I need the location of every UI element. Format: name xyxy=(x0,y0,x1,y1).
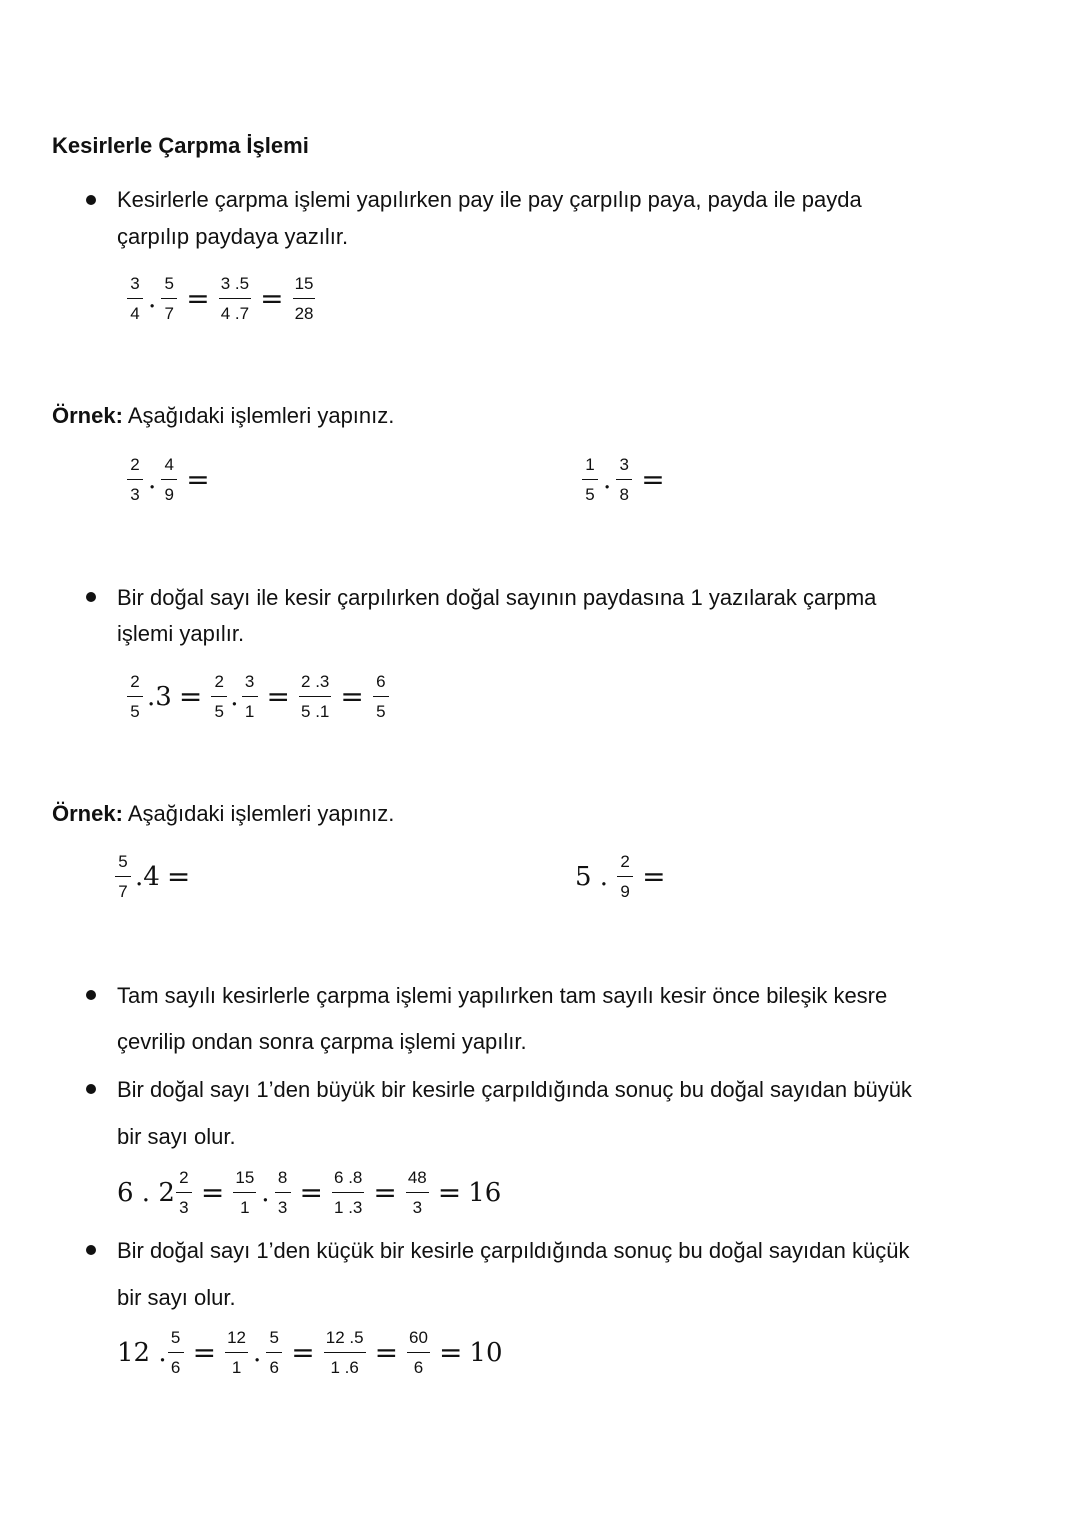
fraction: $\frac{3 .5}{4 .7}$ xyxy=(220,274,250,323)
fraction: $\frac{4}{9}$ xyxy=(161,455,177,504)
equation-fraction-product xyxy=(124,274,318,323)
fraction: $\frac{3}{8}$ xyxy=(616,455,632,504)
bullet-icon xyxy=(86,1084,96,1094)
natural-number: 12 . xyxy=(117,1337,167,1368)
example-exercise xyxy=(124,455,216,504)
fraction: $\frac{15}{28}$ xyxy=(294,274,314,323)
fraction: $\frac{6 .8}{1 .3}$ xyxy=(334,1168,363,1217)
equals-sign: = xyxy=(192,1336,217,1369)
equation-greater-result xyxy=(116,1168,502,1217)
equals-sign: = xyxy=(437,1176,462,1209)
natural-number: .3 xyxy=(147,681,172,712)
fraction: $\frac{2}{5}$ xyxy=(127,672,143,721)
fraction: $\frac{2}{3}$ xyxy=(176,1168,192,1217)
fraction: $\frac{60}{6}$ xyxy=(409,1328,428,1377)
equals-sign: = xyxy=(374,1336,399,1369)
rule-text: Kesirlerle çarpma işlemi yapılırken pay ile pay çarpılıp paya, payda ile payda xyxy=(117,187,862,212)
equals-sign: = xyxy=(166,860,191,893)
fraction: $\frac{12}{1}$ xyxy=(227,1328,247,1377)
fraction: $\frac{5}{6}$ xyxy=(266,1328,282,1377)
rule-text: işlemi yapılır. xyxy=(117,621,245,646)
equals-sign: = xyxy=(641,463,665,496)
multiply-dot: . xyxy=(148,464,157,495)
fraction: $\frac{15}{1}$ xyxy=(235,1168,255,1217)
bullet-icon xyxy=(86,592,96,602)
equals-sign: = xyxy=(642,860,666,893)
rule-text: çarpılıp paydaya yazılır. xyxy=(117,224,349,249)
rule-text: çevrilip ondan sonra çarpma işlemi yapılır. xyxy=(117,1029,527,1054)
rule-text: bir sayı olur. xyxy=(117,1124,236,1149)
natural-number: 6 . 2 xyxy=(117,1177,175,1208)
example-exercise xyxy=(574,852,672,901)
equals-sign: = xyxy=(178,680,203,713)
example-exercise xyxy=(579,455,671,504)
equation-natural-times-fraction xyxy=(124,672,392,721)
bullet-icon xyxy=(86,990,96,1000)
fraction: $\frac{5}{7}$ xyxy=(115,852,131,901)
equation-smaller-result xyxy=(116,1328,504,1377)
equals-sign: = xyxy=(291,1336,315,1369)
equals-sign: = xyxy=(340,680,364,713)
fraction: $\frac{1}{5}$ xyxy=(582,455,598,504)
rule-text: Bir doğal sayı 1’den büyük bir kesirle çarpıldığında sonuç bu doğal sayıdan büyük xyxy=(117,1077,912,1102)
equals-sign: = xyxy=(299,1176,324,1209)
fraction: $\frac{8}{3}$ xyxy=(275,1168,291,1217)
fraction: $\frac{12 .5}{1 .6}$ xyxy=(325,1328,364,1377)
multiply-dot: . xyxy=(148,283,157,314)
rule-text: Tam sayılı kesirlerle çarpma işlemi yapılırken tam sayılı kesir önce bileşik kesre xyxy=(117,983,888,1008)
equals-sign: = xyxy=(186,463,210,496)
fraction: $\frac{3}{1}$ xyxy=(242,672,258,721)
fraction: $\frac{5}{7}$ xyxy=(161,274,177,323)
fraction: $\frac{48}{3}$ xyxy=(407,1168,427,1217)
equals-sign: = xyxy=(373,1176,397,1209)
multiply-dot: . xyxy=(261,1177,270,1208)
multiply-dot: . xyxy=(230,681,239,712)
multiply-dot: . xyxy=(253,1337,262,1368)
fraction: $\frac{6}{5}$ xyxy=(373,672,389,721)
rule-text: Bir doğal sayı ile kesir çarpılırken doğal sayının paydasına 1 yazılarak çarpma xyxy=(117,585,877,610)
rule-text: Bir doğal sayı 1’den küçük bir kesirle çarpıldığında sonuç bu doğal sayıdan küçük xyxy=(117,1238,910,1263)
fraction: $\frac{2}{5}$ xyxy=(211,672,227,721)
fraction: $\frac{2}{9}$ xyxy=(617,852,633,901)
natural-number: .4 xyxy=(135,861,160,892)
fraction: $\frac{2 .3}{5 .1}$ xyxy=(301,672,330,721)
equals-sign: = xyxy=(260,282,284,315)
example-heading: Örnek: Aşağıdaki işlemleri yapınız. xyxy=(52,403,395,428)
rule-text: bir sayı olur. xyxy=(117,1285,236,1310)
page-title: Kesirlerle Çarpma İşlemi xyxy=(52,133,309,158)
example-heading: Örnek: Aşağıdaki işlemleri yapınız. xyxy=(52,801,395,826)
equals-sign: = xyxy=(200,1176,225,1209)
multiply-dot: . xyxy=(603,464,612,495)
result-number: 16 xyxy=(468,1177,502,1208)
equals-sign: = xyxy=(438,1336,463,1369)
fraction: $\frac{5}{6}$ xyxy=(168,1328,184,1377)
result-number: 10 xyxy=(469,1337,503,1368)
natural-number: 5 . xyxy=(575,861,609,892)
bullet-icon xyxy=(86,1245,96,1255)
equals-sign: = xyxy=(186,282,210,315)
example-exercise xyxy=(112,852,196,901)
bullet-icon xyxy=(86,195,96,205)
fraction: $\frac{3}{4}$ xyxy=(127,274,143,323)
fraction: $\frac{2}{3}$ xyxy=(127,455,143,504)
equals-sign: = xyxy=(266,680,291,713)
